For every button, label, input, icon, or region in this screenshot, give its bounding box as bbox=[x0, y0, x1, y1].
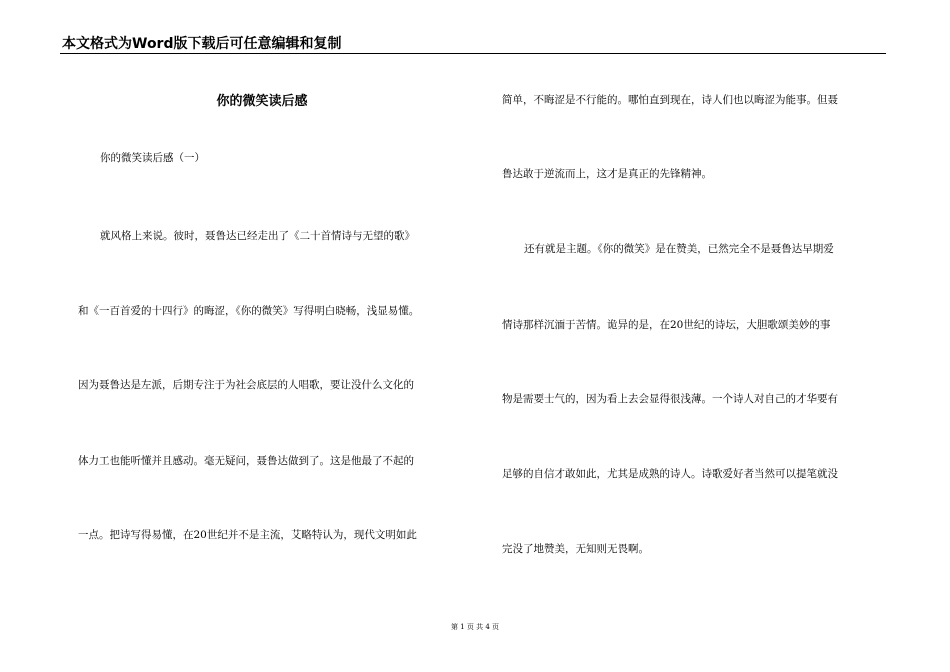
text-line: 因为聂鲁达是左派，后期专注于为社会底层的人唱歌，要让没什么文化的 bbox=[78, 379, 414, 391]
page-mid: 页 共 bbox=[466, 623, 484, 631]
document-header: 本文格式为Word版下载后可任意编辑和复制 bbox=[62, 36, 342, 52]
text-line: 一点。把诗写得易懂，在20世纪并不是主流，艾略特认为，现代文明如此 bbox=[78, 529, 417, 541]
text-line: 完没了地赞美，无知则无畏啊。 bbox=[502, 543, 649, 555]
page-number: 1 bbox=[460, 623, 465, 631]
page-suffix: 页 bbox=[492, 623, 500, 631]
page-prefix: 第 bbox=[450, 623, 458, 631]
text-line: 物是需要士气的，因为看上去会显得很浅薄。一个诗人对自己的才华要有 bbox=[502, 393, 838, 405]
text-line: 体力工也能听懂并且感动。毫无疑问，聂鲁达做到了。这是他最了不起的 bbox=[78, 455, 414, 467]
text-line: 鲁达敢于逆流而上，这才是真正的先锋精神。 bbox=[502, 168, 712, 180]
header-divider bbox=[60, 53, 886, 54]
text-line: 简单，不晦涩是不行能的。哪怕直到现在，诗人们也以晦涩为能事。但聂 bbox=[502, 94, 838, 106]
page-total: 4 bbox=[485, 623, 490, 631]
text-line: 还有就是主题。《你的微笑》是在赞美，已然完全不是聂鲁达早期爱 bbox=[524, 243, 834, 255]
text-line: 就风格上来说。彼时，聂鲁达已经走出了《二十首情诗与无望的歌》 bbox=[100, 230, 415, 242]
page-footer bbox=[0, 622, 950, 632]
text-line: 你的微笑读后感（一） bbox=[100, 152, 205, 164]
text-line: 情诗那样沉湎于苦情。诡异的是，在20世纪的诗坛，大胆歌颂美妙的事 bbox=[502, 319, 831, 331]
text-line: 和《一百首爱的十四行》的晦涩，《你的微笑》写得明白晓畅，浅显易懂。 bbox=[78, 305, 420, 317]
document-title: 你的微笑读后感 bbox=[216, 94, 308, 109]
text-line: 足够的自信才敢如此，尤其是成熟的诗人。诗歌爱好者当然可以提笔就没 bbox=[502, 468, 838, 480]
